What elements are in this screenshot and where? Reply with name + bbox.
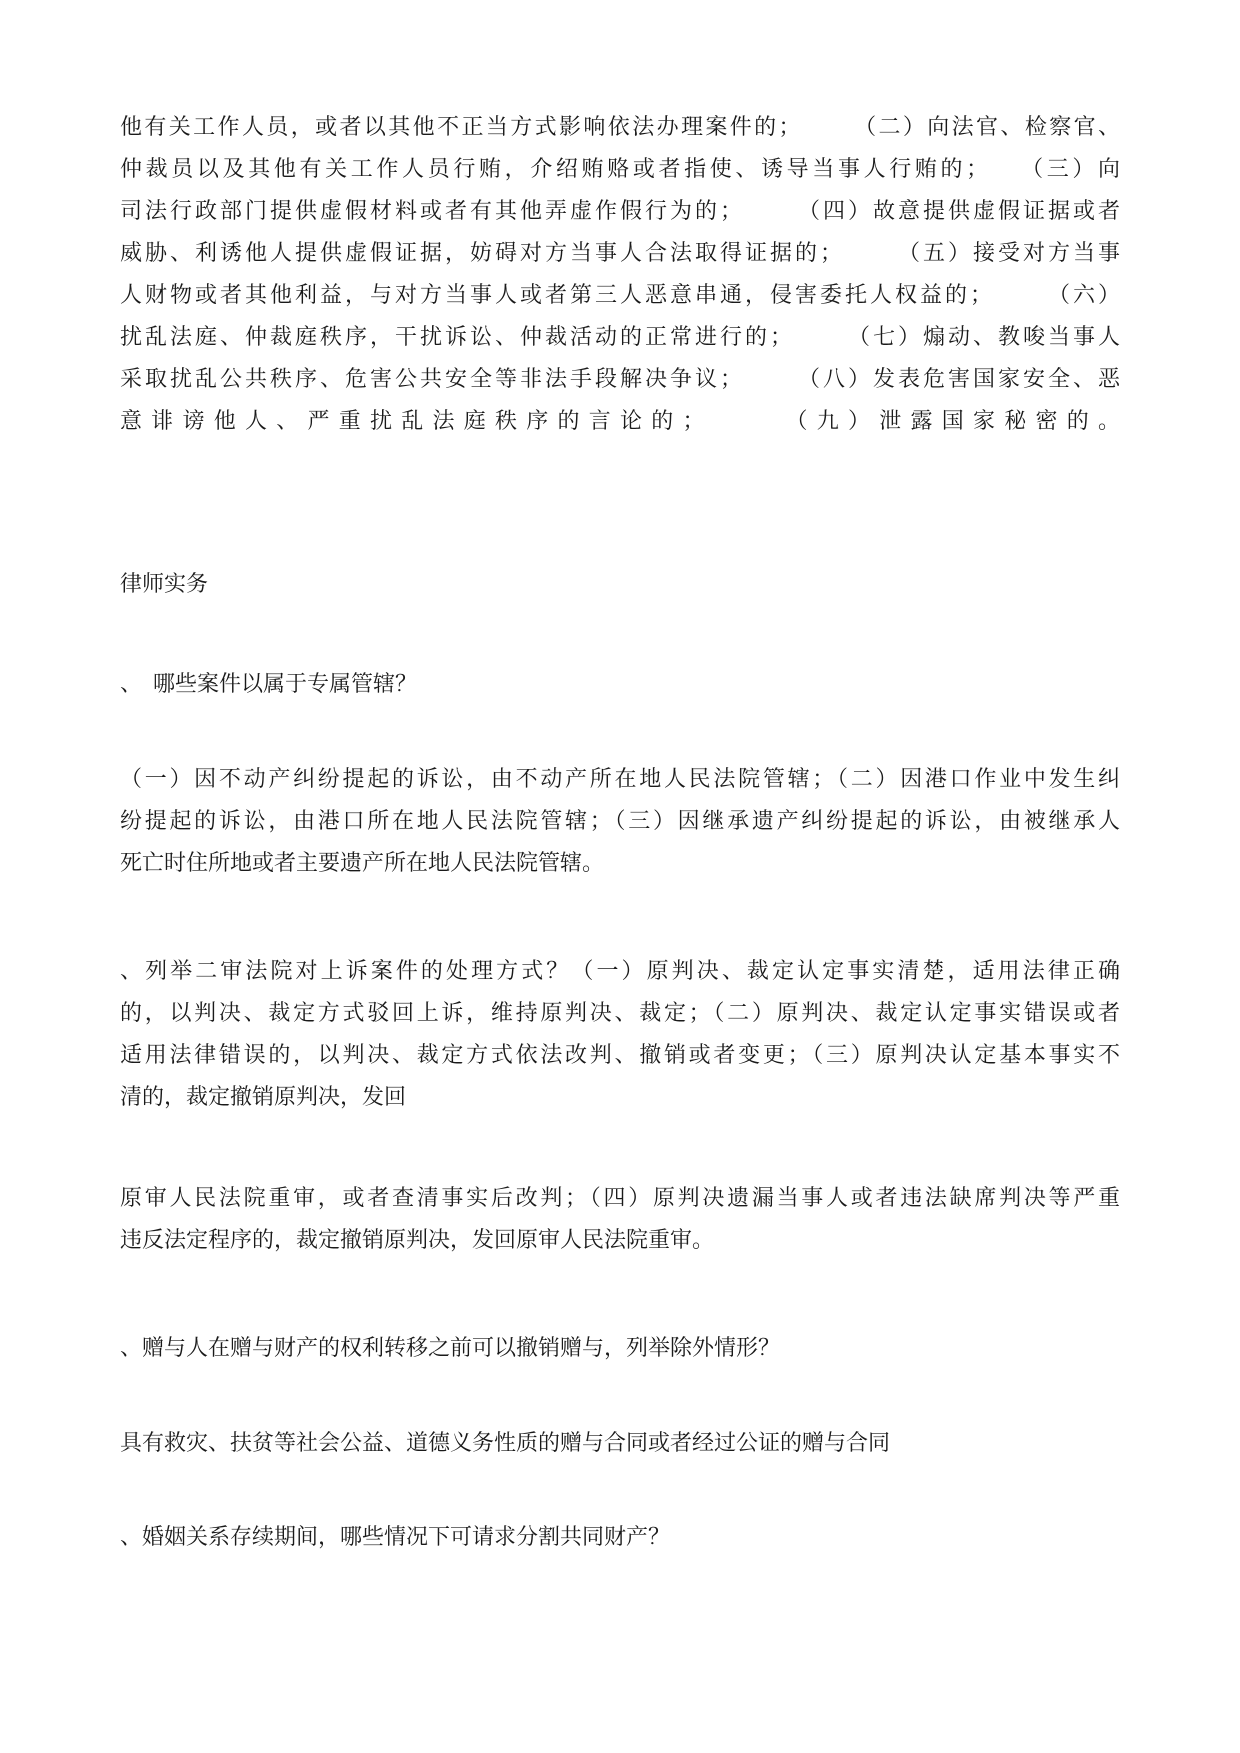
text-line: 仲裁员以及其他有关工作人员行贿，介绍贿赂或者指使、诱导当事人行贿的； （三）向	[120, 157, 1120, 182]
text-line: 威胁、利诱他人提供虚假证据，妨碍对方当事人合法取得证据的； （五）接受对方当事	[120, 241, 1120, 266]
heading-text: 律师实务	[120, 572, 209, 597]
text-line: 适用法律错误的，以判决、裁定方式依法改判、撤销或者变更；（三）原判决认定基本事实不	[120, 1043, 1120, 1068]
text-line: 扰乱法庭、仲裁庭秩序，干扰诉讼、仲裁活动的正常进行的； （七）煽动、教唆当事人	[120, 325, 1120, 350]
paragraph-list-continuation	[120, 107, 1120, 443]
text-line: 死亡时住所地或者主要遗产所在地人民法院管辖。	[120, 851, 605, 876]
text-line: 违反法定程序的，裁定撤销原判决，发回原审人民法院重审。	[120, 1228, 715, 1253]
text-line: 采取扰乱公共秩序、危害公共安全等非法手段解决争议； （八）发表危害国家安全、恶	[120, 367, 1120, 392]
question-text: 、婚姻关系存续期间，哪些情况下可请求分割共同财产？	[120, 1525, 671, 1550]
text-line: 意诽谤他人、严重扰乱法庭秩序的言论的； （九）泄露国家秘密的。	[120, 409, 1120, 434]
text-line: 他有关工作人员，或者以其他不正当方式影响依法办理案件的； （二）向法官、检察官、	[120, 115, 1120, 140]
second-instance-continued	[120, 1178, 1120, 1262]
question-gift-revocation	[120, 1328, 1120, 1370]
section-heading	[120, 564, 1120, 606]
answer-text: 具有救灾、扶贫等社会公益、道德义务性质的赠与合同或者经过公证的赠与合同	[120, 1431, 891, 1456]
answer-gift-revocation	[120, 1423, 1120, 1465]
text-line: 清的，裁定撤销原判决，发回	[120, 1085, 407, 1110]
text-line: 原审人民法院重审，或者查清事实后改判；（四）原判决遗漏当事人或者违法缺席判决等严重	[120, 1186, 1120, 1211]
question-exclusive-jurisdiction	[120, 664, 1120, 706]
text-line: 、列举二审法院对上诉案件的处理方式？（一）原判决、裁定认定事实清楚，适用法律正确	[120, 959, 1120, 984]
text-line: 司法行政部门提供虚假材料或者有其他弄虚作假行为的； （四）故意提供虚假证据或者	[120, 199, 1120, 224]
text-line: （一）因不动产纠纷提起的诉讼，由不动产所在地人民法院管辖；（二）因港口作业中发生纠	[120, 767, 1120, 792]
text-line: 纷提起的诉讼，由港口所在地人民法院管辖；（三）因继承遗产纠纷提起的诉讼，由被继承人	[120, 809, 1120, 834]
question-second-instance	[120, 951, 1120, 1119]
question-marriage-property	[120, 1517, 1120, 1559]
question-text: 、 哪些案件以属于专属管辖？	[120, 672, 418, 697]
question-text: 、赠与人在赠与财产的权利转移之前可以撤销赠与，列举除外情形？	[120, 1336, 781, 1361]
text-line: 的，以判决、裁定方式驳回上诉，维持原判决、裁定；（二）原判决、裁定认定事实错误或者	[120, 1001, 1120, 1026]
text-line: 人财物或者其他利益，与对方当事人或者第三人恶意串通，侵害委托人权益的； （六）	[120, 283, 1120, 308]
answer-exclusive-jurisdiction	[120, 759, 1120, 885]
